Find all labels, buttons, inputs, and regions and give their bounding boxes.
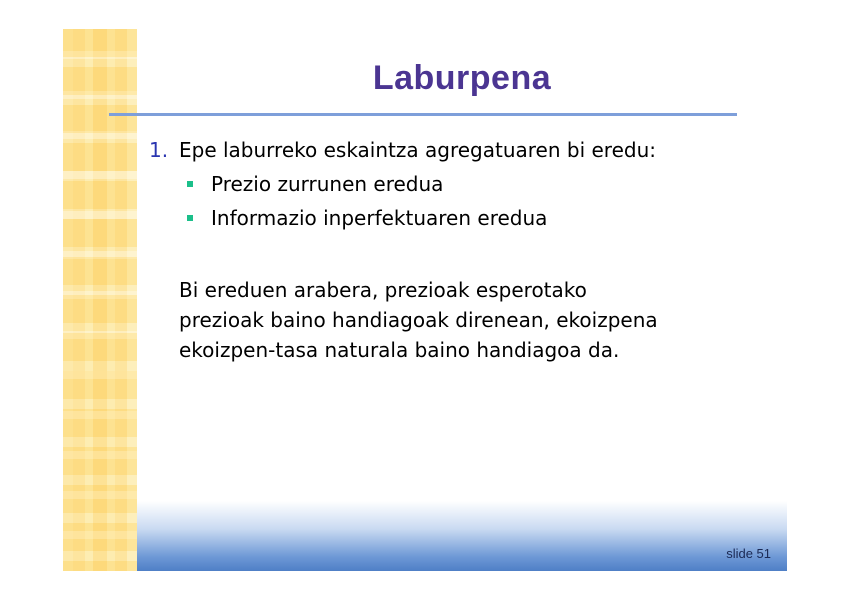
sub-point [149,167,769,201]
decorative-left-band [63,29,137,571]
slide-content [149,133,769,365]
main-point: Epe laburreko eskaintza agregatuaren bi eredu: [179,138,656,162]
sub-point [149,201,769,235]
sub-point-text: Informazio inperfektuaren eredua [211,206,548,230]
square-bullet-icon [187,181,193,187]
title-underline [109,113,737,116]
paragraph-line: Bi ereduen arabera, prezioak esperotako [179,278,587,302]
sub-point-text: Prezio zurrunen eredua [211,172,444,196]
summary-paragraph [149,275,769,365]
slide-title: Laburpena [372,59,552,97]
numbered-item [149,133,769,167]
square-bullet-icon [187,215,193,221]
paragraph-line: ekoizpen-tasa naturala baino handiagoa da. [179,338,620,362]
list-number: 1. [149,138,169,162]
footer-gradient-bar [137,501,787,571]
slide-number: slide 51 [726,546,771,561]
slide [63,29,787,571]
paragraph-line: prezioak baino handiagoak direnean, ekoizpena [179,308,658,332]
